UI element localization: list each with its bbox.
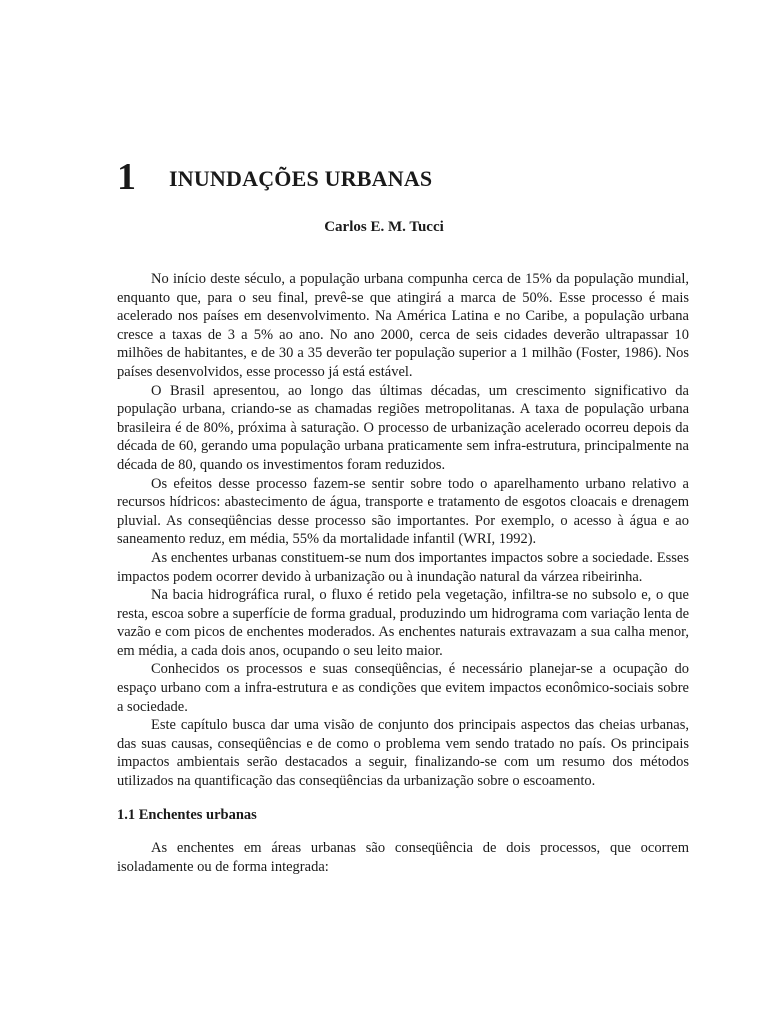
body-paragraph: As enchentes urbanas constituem-se num dos importantes impactos sobre a sociedade. Esses impactos podem ocorrer devido à urbanização ou à inundação natural da várzea ribeirinha. — [117, 549, 689, 585]
chapter-title: INUNDAÇÕES URBANAS — [169, 166, 433, 191]
body-paragraph: Os efeitos desse processo fazem-se sentir sobre todo o aparelhamento urbano relativo a recursos hídricos: abastecimento de água, transporte e tratamento de esgotos cloacais e drenagem pluvial. As conseqüências desse processo são importantes. Por exemplo, o acesso à água e ao saneamento reduz, em média, 55% da mortalidade infantil (WRI, 1992). — [117, 475, 689, 548]
section-body — [117, 839, 689, 876]
author-name: Carlos E. M. Tucci — [324, 219, 444, 235]
chapter-number: 1 — [117, 156, 136, 198]
body-paragraph: No início deste século, a população urbana compunha cerca de 15% da população mundial, enquanto que, para o seu final, prevê-se que atingirá a marca de 50%. Esse processo é mais acelerado nos países em desenvolvimento. Na América Latina e no Caribe, a população urbana cresce a taxas de 3 a 5% ao ano. No ano 2000, cerca de seis cidades deverão ultrapassar 10 milhões de habitantes, e de 30 a 35 deverão ter população superior a 1 milhão (Foster, 1986). Nos países desenvolvidos, esse processo já está estável. — [117, 271, 689, 380]
body-paragraph: Na bacia hidrográfica rural, o fluxo é retido pela vegetação, infiltra-se no subsolo e, o que resta, escoa sobre a superfície de forma gradual, produzindo um hidrograma com variação lenta de vazão e com picos de enchentes moderados. As enchentes naturais extravazam a sua calha menor, em média, a cada dois anos, ocupando o seu leito maior. — [117, 587, 689, 659]
body-paragraph: O Brasil apresentou, ao longo das últimas décadas, um crescimento significativo da população urbana, criando-se as chamadas regiões metropolitanas. A taxa de população urbana brasileira é de 80%, próxima à saturação. O processo de urbanização acelerado ocorreu depois da década de 60, gerando uma população urbana praticamente sem infra-estrutura, principalmente na década de 80, quando os investimentos foram reduzidos. — [117, 382, 689, 473]
section-paragraph: As enchentes em áreas urbanas são conseqüência de dois processos, que ocorrem isoladamente ou de forma integrada: — [117, 840, 689, 875]
body-paragraph: Este capítulo busca dar uma visão de conjunto dos principais aspectos das cheias urbanas, das suas causas, conseqüências e de como o problema vem sendo tratado no país. Os principais impactos ambientais serão destacados a seguir, finalizando-se com um resumo dos métodos utilizados na quantificação das conseqüências da urbanização sobre o escoamento. — [117, 717, 689, 790]
section-heading: 1.1 Enchentes urbanas — [117, 807, 257, 823]
body-paragraph: Conhecidos os processos e suas conseqüências, é necessário planejar-se a ocupação do espaço urbano com a infra-estrutura e as condições que evitem impactos econômico-sociais sobre a sociedade. — [117, 661, 689, 715]
chapter-body — [117, 270, 689, 791]
chapter-heading — [117, 152, 677, 202]
